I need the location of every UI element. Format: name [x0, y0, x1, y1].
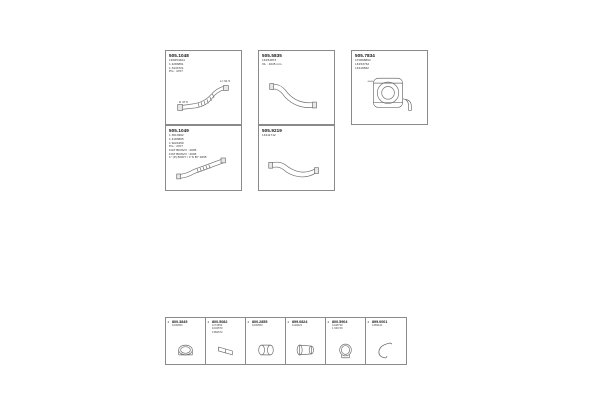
acc-800-5082-oe-1: 1034570: [212, 327, 223, 331]
card-505-9219-artwork: [259, 126, 334, 190]
acc-800-5082-ref: 800.5082: [212, 319, 228, 324]
acc-800-5904-oe-0: 1248730: [332, 324, 343, 327]
acc-800-3845-qty: 4: [167, 319, 170, 324]
acc-800-3845-ref: 800.3845: [172, 319, 188, 324]
acc-899-0001[interactable]: [366, 318, 406, 364]
acc-899-0824[interactable]: [286, 318, 326, 364]
acc-899-0824-oe-0: 1110021: [292, 324, 303, 327]
card-505-1049-oe-6: 1" (P) BODY / 1"S BY 2005: [169, 155, 207, 160]
acc-899-0824-qty: 2: [287, 319, 290, 324]
card-505-1049-oe-3: PG : 4707: [169, 144, 183, 149]
card-505-7834-artwork: [352, 51, 427, 124]
card-505-1049-ref: 505.1049: [169, 128, 189, 133]
acc-800-3845-oe-0: 1030654: [172, 324, 183, 327]
card-505-9219[interactable]: [258, 125, 335, 191]
card-505-5835-ref: 505.5835: [262, 53, 282, 58]
card-505-1048-oe-1: 1 4283861: [169, 62, 184, 67]
card-505-7834-oe-1: 1K153732: [355, 62, 370, 67]
acc-800-2855-qty: 2: [247, 319, 250, 324]
acc-899-0824-ref: 899.0824: [292, 319, 308, 324]
acc-800-5904[interactable]: [326, 318, 366, 364]
accessory-strip: [165, 317, 407, 365]
card-505-1048[interactable]: [165, 50, 242, 125]
acc-800-5082[interactable]: [206, 318, 246, 364]
acc-800-2855-ref: 800.2855: [252, 319, 268, 324]
acc-899-0001-oe-0: 1283121: [372, 324, 383, 327]
card-505-1049-oe-4: FIAT BRAVO : 2005: [169, 147, 197, 152]
card-505-5835-oe-1: OL : 1045 mm: [262, 62, 282, 67]
acc-899-0824-artwork: [286, 336, 325, 362]
acc-800-5904-ref: 800.5904: [332, 319, 348, 324]
card-505-5835[interactable]: [258, 50, 335, 125]
card-505-1049-oe-0: 1 3613992: [169, 133, 184, 138]
acc-800-5904-qty: 2: [327, 319, 330, 324]
card-505-5835-oe-0: 1K153873: [262, 58, 277, 63]
card-505-1048-label-0: D 47.5: [179, 100, 188, 104]
card-505-7834-ref: 505.7834: [355, 53, 375, 58]
card-505-1049[interactable]: [165, 125, 242, 191]
card-505-1048-oe-3: PG : 4707: [169, 69, 183, 74]
acc-800-3845-artwork: [166, 336, 205, 362]
acc-800-5082-artwork: [206, 336, 245, 362]
acc-800-3845[interactable]: [166, 318, 206, 364]
acc-899-0001-artwork: [366, 336, 406, 362]
acc-899-0001-qty: 2: [367, 319, 370, 324]
card-505-1049-oe-1: 1 4183895: [169, 137, 184, 142]
acc-800-5904-artwork: [326, 336, 365, 362]
card-505-1048-oe-2: 1 3443721: [169, 65, 184, 70]
card-505-1049-oe-2: 1 9224450: [169, 140, 184, 145]
card-505-1048-artwork: [166, 51, 241, 124]
card-505-1049-artwork: [166, 126, 241, 190]
acc-899-0001-ref: 899.0001: [372, 319, 388, 324]
card-505-1048-ref: 505.1048: [169, 53, 189, 58]
card-505-7834[interactable]: [351, 50, 428, 125]
acc-800-5082-oe-2: 1384672: [212, 330, 223, 334]
card-505-9219-oe-0: 1K111712: [262, 133, 276, 138]
acc-800-2855[interactable]: [246, 318, 286, 364]
card-505-1048-label-1: L= 61.5: [220, 79, 231, 83]
acc-800-2855-artwork: [246, 336, 285, 362]
acc-800-5082-oe-0: 1174653: [212, 324, 223, 327]
acc-800-5082-oe: [212, 324, 222, 334]
acc-800-2855-oe-0: 1030653: [252, 324, 263, 327]
card-505-5835-artwork: [259, 51, 334, 124]
card-505-7834-oe-0: 1T0698864: [355, 58, 371, 63]
card-505-1049-oe-5: FIAT BRAVO : 2006: [169, 151, 197, 156]
acc-800-5904-oe-1: 1 646 50: [332, 327, 343, 331]
card-505-9219-ref: 505.9219: [262, 128, 282, 133]
acc-800-5904-oe: [332, 324, 342, 331]
card-505-7834-oe-2: 1K119832: [355, 65, 369, 70]
card-505-1048-oe-0: 1K0254404: [169, 58, 185, 63]
acc-800-5082-qty: 4: [207, 319, 210, 324]
